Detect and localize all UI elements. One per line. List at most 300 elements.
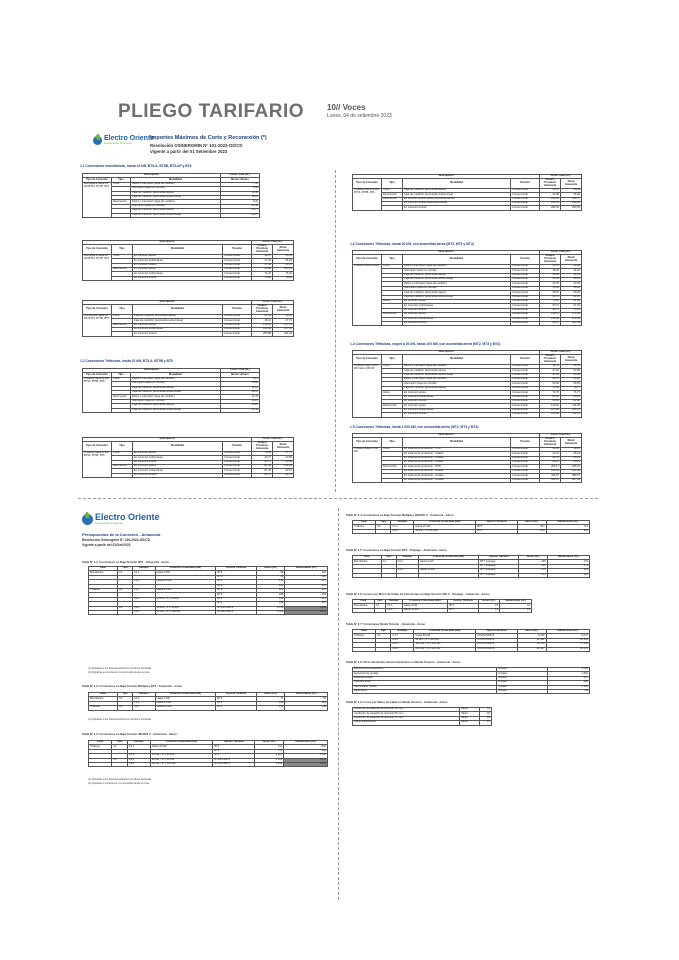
table-cell: Convencional bbox=[511, 382, 540, 386]
table-header: Modalidad bbox=[133, 245, 223, 255]
table-header: Rural Amazonía bbox=[273, 305, 294, 315]
table-cell: Convencional bbox=[223, 473, 252, 477]
table-cell: Convencional bbox=[511, 452, 540, 456]
table-header: Aéreo (S/.) bbox=[517, 521, 546, 525]
table-cell: 38.15 bbox=[561, 447, 582, 451]
table-cell: 15.10 bbox=[220, 404, 259, 408]
top-title: Importes Máximos de Corte y Reconexión (*) bbox=[150, 135, 267, 141]
table-header: Tipo bbox=[117, 693, 132, 697]
table-cell: C3 bbox=[117, 606, 132, 610]
table-cell: 76.20 bbox=[273, 276, 294, 280]
table-cell: Caja de medición (acometida aérea) bbox=[403, 369, 511, 373]
column-divider-bottom bbox=[338, 508, 339, 900]
table-header: Potencia Conectada (kW) bbox=[414, 521, 476, 525]
table-header: Aéreo (S/.) bbox=[517, 630, 546, 634]
table-cell: BT5 bbox=[216, 580, 256, 584]
table-cell: Caja de medición (acometida subterránea) bbox=[403, 373, 511, 377]
table-cell: C4.2 bbox=[391, 638, 414, 642]
table-1-2a bbox=[82, 368, 260, 413]
table-cell: 255.88 bbox=[252, 332, 273, 336]
table-cell: 144.45 bbox=[561, 469, 582, 473]
table-cell: En conexión subterránea bbox=[133, 469, 223, 473]
table-cell: 38.35 bbox=[273, 263, 294, 267]
table-cell: En conexión interior bbox=[133, 460, 223, 464]
logo-tagline: Generando Progreso bbox=[95, 521, 124, 525]
table-row bbox=[89, 706, 328, 710]
table-cell: Interruptor (tapa con tornillo) bbox=[131, 187, 221, 191]
table-cell: 13.45 bbox=[220, 191, 259, 195]
table-cell: 498 bbox=[547, 681, 589, 685]
table-cell: 231 bbox=[256, 706, 284, 710]
table-cell: 15 730 bbox=[517, 643, 546, 647]
table-cell: Unidad bbox=[497, 672, 547, 676]
table-cell: Reconexión bbox=[382, 197, 403, 201]
table-cell: Convencional bbox=[511, 378, 540, 382]
table-2-2 bbox=[88, 692, 328, 711]
table-header: Descripción bbox=[353, 351, 540, 355]
table-header: Tipo bbox=[382, 355, 403, 365]
table-row bbox=[83, 276, 294, 280]
table-header: Tipo de Conexión bbox=[83, 178, 112, 182]
table-1-2b bbox=[82, 437, 294, 478]
table-cell: C1.2 bbox=[385, 608, 402, 612]
table-cell: 112.10 bbox=[561, 413, 582, 417]
table-cell: En conexión subterránea bbox=[133, 328, 223, 332]
table-header: Subterráneo (S/.) bbox=[500, 600, 532, 604]
table-cell: En conexión aérea bbox=[403, 404, 511, 408]
table-cell: Corte bbox=[382, 447, 403, 451]
table-cell: 11.44 bbox=[220, 204, 259, 208]
table-cell: 96.17 bbox=[540, 322, 561, 326]
table-header: Modalidad bbox=[133, 305, 223, 315]
table-cell: 84.39 bbox=[252, 268, 273, 272]
table-cell: C1 bbox=[374, 604, 385, 608]
table-header: Potencia Conectada (kW) bbox=[419, 556, 479, 560]
connection-type-cell: Trifásica hasta 10 kW BT5A, BT5B, BT6 bbox=[83, 451, 112, 477]
table-2-9 bbox=[352, 707, 492, 726]
table-cell: 12 bbox=[500, 604, 532, 608]
table-cell: Convencional bbox=[511, 197, 540, 201]
table-cell: 37.26 bbox=[252, 259, 273, 263]
table-cell: Convencional bbox=[511, 369, 540, 373]
table-2-1-title: Tabla N° 2.1: Conexiones en Baja Tensión BT5 - Amazonía - Aéreo bbox=[82, 560, 170, 564]
table-cell: 4 087 bbox=[284, 762, 328, 766]
table-header: Tipo bbox=[381, 556, 396, 560]
table-cell: 14 bbox=[479, 708, 491, 712]
table-cell: Convencional bbox=[511, 193, 540, 197]
table-header: Tensión bbox=[223, 442, 252, 452]
table-cell: Convencional bbox=[511, 469, 540, 473]
note-1: (1) Aplicables a los Sistemas Eléctricos de Menor Densidad bbox=[88, 718, 152, 721]
table-cell: 76.77 bbox=[561, 391, 582, 395]
table-cell: Convencional bbox=[511, 373, 540, 377]
table-cell: 239.48 bbox=[561, 202, 582, 206]
table-cell: 27.13 bbox=[252, 314, 273, 318]
table-cell: Monofásica bbox=[89, 697, 118, 701]
table-1-1b bbox=[82, 240, 294, 281]
table-header: Costo Total (S/.) bbox=[220, 369, 259, 373]
table-cell bbox=[112, 762, 127, 766]
table-cell bbox=[374, 608, 385, 612]
table-cell: BT5 bbox=[216, 571, 256, 575]
table-cell: 18 bbox=[479, 712, 491, 716]
table-row bbox=[83, 473, 294, 477]
table-cell: 44.05 bbox=[561, 278, 582, 282]
table-cell: En conexión aérea bbox=[133, 323, 223, 327]
table-header: Opción Tarifaria bbox=[213, 741, 255, 745]
table-cell: Caja de medición (acometida subterránea) bbox=[133, 319, 223, 323]
table-cell bbox=[382, 206, 403, 210]
table-header: Costo Total (S/.) bbox=[252, 241, 294, 245]
connection-type-cell: Trifásica hasta 20 kW bbox=[353, 264, 382, 325]
table-header: Subtipo bbox=[133, 693, 156, 697]
table-cell: 148.48 bbox=[540, 317, 561, 321]
table-header: Tensión bbox=[511, 255, 540, 265]
table-cell: 60.57 bbox=[540, 378, 561, 382]
note-1: (1) Aplicables a los Sistemas Eléctricos de Menor Densidad bbox=[88, 667, 152, 670]
table-cell: Hasta 3 kW bbox=[155, 571, 216, 575]
table-cell: C2 bbox=[112, 745, 127, 749]
table-header: Tipo bbox=[382, 438, 403, 448]
table-cell: 105.81 bbox=[273, 268, 294, 272]
table-cell: C3.1 bbox=[127, 758, 150, 762]
table-cell: Trifásica bbox=[89, 706, 118, 710]
table-cell bbox=[112, 473, 133, 477]
table-header: Tipo bbox=[376, 630, 391, 634]
table-header: Rural Amazonía bbox=[561, 179, 582, 189]
table-cell: Metro bbox=[460, 708, 480, 712]
table-2-7 bbox=[352, 629, 590, 652]
connection-type-cell: Trifásica mayor a 20 kW hasta 100 kW bbox=[353, 364, 382, 417]
table-cell: 62.10 bbox=[561, 295, 582, 299]
table-cell: Hasta 3 kW bbox=[419, 560, 479, 564]
table-header: Fase bbox=[353, 600, 375, 604]
table-header: Costo Total (S/.) bbox=[220, 174, 259, 178]
table-cell: 25.09 bbox=[561, 188, 582, 192]
table-header: Subtipo bbox=[127, 741, 150, 745]
table-cell: 12.76 bbox=[220, 395, 259, 399]
table-cell: En sistema de protección - Celdas bbox=[403, 474, 511, 478]
table-cell: BT2/BT3/BT4 bbox=[216, 610, 256, 614]
table-cell: BT5 bbox=[216, 701, 256, 705]
table-cell: Caja de medición (acometida aérea) bbox=[131, 386, 221, 390]
table-cell: C4 bbox=[376, 634, 391, 638]
table-header: Tipo bbox=[382, 255, 403, 265]
table-cell: 81.37 bbox=[252, 473, 273, 477]
table-cell: 26.46 bbox=[561, 193, 582, 197]
table-cell: 103.45 bbox=[561, 322, 582, 326]
table-2-4 bbox=[352, 520, 590, 534]
table-header: Opción Tarifaria bbox=[216, 567, 256, 571]
table-cell: Caja de medición (acometida subterránea) bbox=[131, 213, 221, 217]
table-cell: BT6 bbox=[216, 602, 256, 606]
table-cell: 143 bbox=[256, 580, 284, 584]
table-row bbox=[89, 610, 328, 614]
table-cell bbox=[381, 573, 396, 577]
table-cell: 73.24 bbox=[561, 308, 582, 312]
table-cell: 76.44 bbox=[273, 272, 294, 276]
table-cell: 713 bbox=[546, 525, 589, 529]
table-cell bbox=[112, 276, 133, 280]
table-cell: 23 474 bbox=[546, 647, 589, 651]
table-header: Tensión bbox=[511, 355, 540, 365]
section-1-3: 1.3 Conexiones Trifásicas, hasta 20 kW, con acometida aérea (MT2, MT3 y MT4) bbox=[350, 242, 474, 246]
table-header: Tipo bbox=[112, 178, 131, 182]
table-cell: En conexión interior bbox=[133, 276, 223, 280]
table-header: Tensión bbox=[511, 179, 540, 189]
table-cell: C3.2 bbox=[127, 762, 150, 766]
table-cell: MT2/MT3/MT4 bbox=[476, 638, 517, 642]
table-cell: 286 bbox=[256, 593, 284, 597]
table-cell: En conexión subterránea bbox=[133, 259, 223, 263]
table-cell: 146.45 bbox=[561, 404, 582, 408]
table-cell: Retiro e interruptor (tapa de medidor) bbox=[131, 377, 221, 381]
table-cell: C1.1 bbox=[385, 604, 402, 608]
table-cell: BT7 prepago bbox=[479, 560, 519, 564]
table-cell: 275 bbox=[519, 573, 547, 577]
table-cell: C2.1 bbox=[391, 525, 414, 529]
table-cell: 41.81 bbox=[540, 282, 561, 286]
table-cell: Hasta 3 kW bbox=[402, 604, 448, 608]
table-cell: 55.87 bbox=[540, 291, 561, 295]
table-cell: Hasta 3 kW bbox=[155, 697, 216, 701]
table-cell: C1 bbox=[117, 571, 132, 575]
table-cell: 21 487 bbox=[517, 647, 546, 651]
table-header: Tipo de Conexión bbox=[353, 438, 382, 448]
table-cell bbox=[89, 762, 112, 766]
table-header: Rural Amazonía bbox=[273, 442, 294, 452]
table-header: Rural Amazonía bbox=[561, 438, 582, 448]
table-1-1a bbox=[82, 173, 260, 218]
table-cell: 156.45 bbox=[561, 317, 582, 321]
table-2-5 bbox=[352, 555, 590, 578]
table-cell: 250 kW < P ≤ 500 kW bbox=[414, 647, 476, 651]
table-header: Rural Amazonía bbox=[273, 245, 294, 255]
table-cell: Convencional bbox=[223, 465, 252, 469]
table-cell: 217.54 bbox=[273, 328, 294, 332]
table-header: Urbano Provincia Amazonía bbox=[540, 179, 561, 189]
table-cell: C2.1 bbox=[133, 588, 156, 592]
table-header: Subterráneo (S/.) bbox=[546, 630, 589, 634]
table-cell: C1 bbox=[117, 697, 132, 701]
table-cell: 63.71 bbox=[540, 304, 561, 308]
table-cell: BT5 bbox=[476, 525, 517, 529]
table-cell: C3 bbox=[112, 758, 127, 762]
table-cell: C2.1 bbox=[133, 706, 156, 710]
table-cell: Convencional bbox=[511, 304, 540, 308]
table-cell: Convencional bbox=[223, 451, 252, 455]
table-cell: Convencional bbox=[511, 386, 540, 390]
table-cell: Caja de medición (acometida aérea) bbox=[403, 291, 511, 295]
table-cell: Convencional bbox=[511, 404, 540, 408]
table-header: Costo Total (S/.) bbox=[540, 434, 582, 438]
table-cell: 11 382 bbox=[517, 638, 546, 642]
table-row bbox=[353, 608, 532, 612]
table-cell: En conexión interior bbox=[133, 473, 223, 477]
section-1-4: 1.4 Conexiones Trifásicas, mayor a 20 kW, hasta 100 kW, con acometida aérea (MT2, MT3 y MT4) bbox=[350, 342, 501, 346]
table-cell: En conexión aérea bbox=[133, 465, 223, 469]
company-logo-bottom bbox=[82, 513, 160, 525]
table-cell: Conductor de aleación de aluminio 70 mm² bbox=[353, 716, 460, 720]
table-cell: BT2/BT3/BT4 bbox=[213, 758, 255, 762]
table-header: Tensión bbox=[223, 245, 252, 255]
table-cell: En conexión interior bbox=[133, 332, 223, 336]
table-cell: C1.2 bbox=[133, 580, 156, 584]
table-cell: 3 449 bbox=[254, 762, 283, 766]
table-cell: 11.12 bbox=[220, 386, 259, 390]
table-header: Costo Total (S/.) bbox=[252, 438, 294, 442]
table-cell: 36.60 bbox=[540, 447, 561, 451]
table-cell: 59.32 bbox=[561, 291, 582, 295]
table-cell: En conexión interior bbox=[403, 400, 511, 404]
table-cell: 50.05 bbox=[561, 369, 582, 373]
table-cell: 286 bbox=[256, 588, 284, 592]
table-header: Tensión bbox=[511, 438, 540, 448]
table-row bbox=[353, 478, 582, 482]
table-cell: En conexión subterránea bbox=[133, 272, 223, 276]
table-cell: 82.31 bbox=[273, 469, 294, 473]
table-cell: Convencional bbox=[511, 291, 540, 295]
table-cell: C1.1 bbox=[396, 560, 418, 564]
table-cell: 36.20 bbox=[540, 269, 561, 273]
table-cell: 245 bbox=[519, 560, 547, 564]
table-cell: Reconexión bbox=[112, 323, 133, 327]
table-row bbox=[353, 647, 590, 651]
table-header: Fase bbox=[89, 567, 118, 571]
table-cell: Convencional bbox=[511, 202, 540, 206]
table-cell: Convencional bbox=[223, 328, 252, 332]
table-cell: 55.34 bbox=[540, 286, 561, 290]
table-cell: En conexión interior bbox=[403, 413, 511, 417]
table-cell: 58.62 bbox=[561, 286, 582, 290]
table-cell: 24.97 bbox=[220, 213, 259, 217]
section-1-1: 1.1 Conexiones monofásicas, hasta 10 kW, BT5-A, BT5B, BT5-AP y BT6 bbox=[80, 164, 192, 168]
table-cell: Convencional bbox=[223, 276, 252, 280]
table-header: Modalidad bbox=[131, 373, 221, 377]
table-header: Aéreo (S/.) bbox=[256, 567, 284, 571]
table-row bbox=[353, 721, 492, 725]
table-1-2c bbox=[352, 174, 582, 211]
table-cell: Convencional bbox=[223, 323, 252, 327]
table-cell: Convencional bbox=[511, 400, 540, 404]
table-cell: En conexión aérea bbox=[133, 268, 223, 272]
table-header: Urbano Provincia Amazonía bbox=[252, 305, 273, 315]
table-cell: Convencional bbox=[511, 465, 540, 469]
table-header: Modalidad bbox=[403, 438, 511, 448]
table-cell bbox=[353, 573, 382, 577]
section-label: 10// Voces bbox=[327, 103, 366, 112]
table-header: Aéreo (S/.) bbox=[519, 556, 547, 560]
table-cell: C2 bbox=[376, 525, 391, 529]
table-header: Potencia Conectada (kW) bbox=[414, 630, 476, 634]
logo-tagline: Generando Progreso bbox=[104, 141, 133, 145]
table-cell: Corte bbox=[112, 314, 133, 318]
table-header: Tipo de Conexión bbox=[83, 442, 112, 452]
table-cell: Aéreo bbox=[382, 391, 403, 395]
table-cell: Hasta 10 kW bbox=[155, 588, 216, 592]
table-cell: 3 872 bbox=[285, 610, 328, 614]
table-header: Tipo bbox=[376, 521, 391, 525]
table-cell: 367 bbox=[285, 597, 328, 601]
table-cell: 100 kW < P ≤ 250 kW bbox=[414, 643, 476, 647]
table-cell: 312 bbox=[547, 573, 589, 577]
table-cell: 9 027 bbox=[546, 634, 589, 638]
table-cell: 27.71 bbox=[273, 319, 294, 323]
table-cell: En sistema de protección - Cables bbox=[403, 461, 511, 465]
table-cell: Convencional bbox=[223, 460, 252, 464]
table-cell: 26.13 bbox=[252, 319, 273, 323]
table-cell: Corte bbox=[382, 264, 403, 268]
table-cell: 108.44 bbox=[540, 469, 561, 473]
table-2-3 bbox=[88, 740, 328, 767]
table-cell: 50 kW < P ≤ 100 kW bbox=[155, 610, 216, 614]
table-cell: 50 kW < P ≤ 100 kW bbox=[150, 762, 213, 766]
table-header: Tipo de Conexión bbox=[83, 245, 112, 255]
table-cell: 68.77 bbox=[540, 308, 561, 312]
section-1-2: 1.2 Conexiones Trifásicas, hasta 10 kW, BT5-A, BT5B y BT6 bbox=[80, 359, 173, 363]
table-cell: C3.2 bbox=[133, 610, 156, 614]
table-cell: Conductor de aleación de aluminio 35 mm² bbox=[353, 708, 460, 712]
table-header: Subterráneo (S/.) bbox=[285, 567, 328, 571]
table-cell bbox=[112, 213, 131, 217]
table-cell: 157 bbox=[285, 580, 328, 584]
table-cell: Convencional bbox=[511, 461, 540, 465]
connection-type-cell: Monofásica hasta 10 kW BT5A, BT5B, BT6 bbox=[83, 254, 112, 280]
table-cell: Hasta 10 kW bbox=[155, 701, 216, 705]
logo-name: Electro Oriente bbox=[95, 512, 160, 522]
table-cell: 105.86 bbox=[540, 408, 561, 412]
table-cell: Convencional bbox=[511, 286, 540, 290]
table-cell: 50 kW < P ≤ 100 kW bbox=[414, 638, 476, 642]
table-header: Aéreo (S/.) bbox=[256, 693, 284, 697]
table-cell: Retiro e interruptor (tapa de medidor) bbox=[131, 395, 221, 399]
table-cell: 139.81 bbox=[540, 404, 561, 408]
table-cell: 9.38 bbox=[220, 187, 259, 191]
table-header: Tipo bbox=[112, 305, 133, 315]
table-header: Tipo de Conexión bbox=[353, 179, 382, 189]
table-cell: C2.2 bbox=[127, 754, 150, 758]
table-cell bbox=[353, 647, 376, 651]
table-header: Subterráneo (S/.) bbox=[546, 521, 589, 525]
table-cell: 27 bbox=[479, 721, 491, 725]
table-cell: 84 bbox=[285, 697, 328, 701]
table-cell: 15 bbox=[500, 608, 532, 612]
table-cell: Cable autoportante bbox=[353, 721, 460, 725]
table-cell: Convencional bbox=[223, 272, 252, 276]
table-cell: Reconexión bbox=[382, 193, 403, 197]
table-cell: 138.70 bbox=[540, 313, 561, 317]
connection-type-cell: Monofásica hasta 10 kW BT5A, BT5B, BT6 bbox=[83, 182, 112, 217]
table-header: Tipo de Conexión bbox=[353, 355, 382, 365]
table-cell: 10 bbox=[478, 604, 499, 608]
table-cell: Corte bbox=[112, 182, 131, 186]
logo-name: Electro Oriente bbox=[104, 135, 155, 142]
table-header: Monto Urbano bbox=[220, 178, 259, 182]
table-cell: 84.63 bbox=[540, 395, 561, 399]
table-cell: 132.65 bbox=[273, 465, 294, 469]
table-header: Subterráneo (S/.) bbox=[284, 741, 328, 745]
table-cell: Caja de medición (acometida subterránea) bbox=[403, 295, 511, 299]
table-cell: Hasta 10 kW bbox=[150, 745, 213, 749]
table-header: Subtipo bbox=[396, 556, 418, 560]
table-cell: BT5 bbox=[476, 529, 517, 533]
table-2-2-title: Tabla N° 2.2: Conexiones en Baja Tensión Múltiples BT5 - Amazonía - Aéreo bbox=[82, 684, 183, 688]
table-cell: 338 bbox=[256, 602, 284, 606]
table-header: Costo Total (S/.) bbox=[540, 351, 582, 355]
table-cell: BT5 bbox=[216, 697, 256, 701]
table-cell: En conexión subterránea bbox=[403, 408, 511, 412]
table-cell: 44.37 bbox=[540, 452, 561, 456]
